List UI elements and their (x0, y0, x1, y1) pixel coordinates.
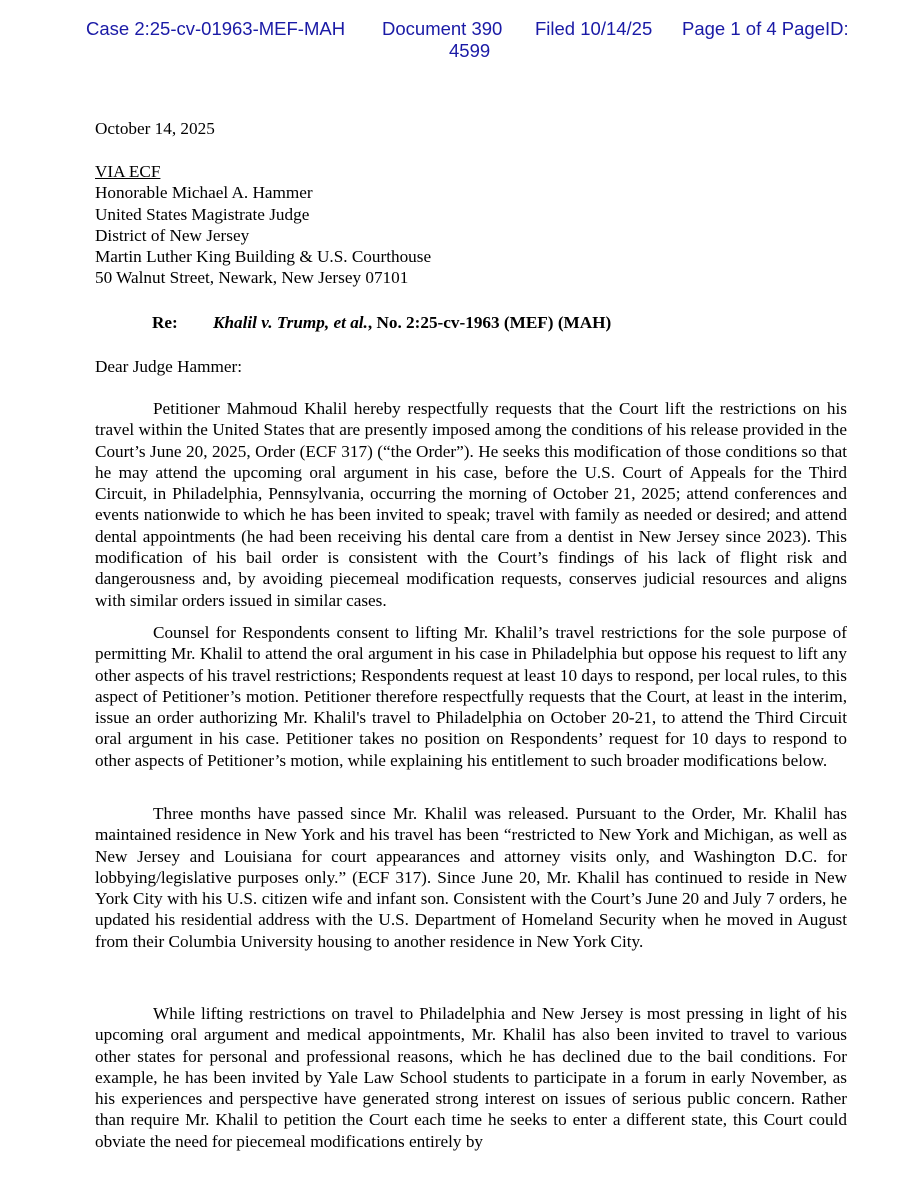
letter-date: October 14, 2025 (95, 119, 215, 138)
body-paragraph-3: Three months have passed since Mr. Khalil was released. Pursuant to the Order, Mr. Khalil has maintained residence in New York and his travel has been “restricted to New York and Michigan, as well as New Jersey and Louisiana for court appearances and attorney visits only, and Washington D.C. for lobbying/legislative purposes only.” (ECF 317). Since June 20, Mr. Khalil has continued to reside in New York City with his U.S. citizen wife and infant son. Consistent with the Court’s June 20 and July 7 orders, he updated his residential address with the U.S. Department of Homeland Security when he moved in August from their Columbia University housing to another residence in New York City. (95, 804, 847, 951)
address-line: Honorable Michael A. Hammer (95, 183, 313, 203)
address-line: 50 Walnut Street, Newark, New Jersey 07101 (95, 268, 409, 288)
header-filed-date: Filed 10/14/25 (535, 18, 653, 39)
header-case-number: Case 2:25-cv-01963-MEF-MAH (86, 18, 346, 39)
header-page-info: Page 1 of 4 PageID: (682, 18, 849, 39)
header-document-number: Document 390 (382, 18, 503, 39)
body-paragraph-4: While lifting restrictions on travel to Philadelphia and New Jersey is most pressing in light of his upcoming oral argument and medical appointments, Mr. Khalil has also been invited to travel to various other states for personal and professional reasons, which he has declined due to the bail conditions. For example, he has been invited by Yale Law School students to participate in a forum in early November, as his experiences and perspective have generated strong interest on issues of serious public concern. Rather than require Mr. Khalil to petition the Court each time he seeks to enter a different state, this Court could obviate the need for piecemeal modifications entirely by (95, 1004, 847, 1151)
re-case-name: Khalil v. Trump, et al. (213, 313, 368, 332)
address-block (95, 161, 847, 289)
re-label: Re: (152, 313, 178, 332)
re-line (213, 313, 611, 333)
header-page-id: 4599 (449, 40, 491, 61)
delivery-method: VIA ECF (95, 162, 161, 181)
salutation: Dear Judge Hammer: (95, 357, 242, 376)
address-line: District of New Jersey (95, 225, 250, 245)
body-paragraph-1: Petitioner Mahmoud Khalil hereby respectfully requests that the Court lift the restrictions on his travel within the United States that are presently imposed among the conditions of his release provided in the Court’s June 20, 2025, Order (ECF 317) (“the Order”). He seeks this modification of those conditions so that he may attend the upcoming oral argument in his case, before the U.S. Court of Appeals for the Third Circuit, in Philadelphia, Pennsylvania, occurring the morning of October 21, 2025; attend conferences and events nationwide to which he has been invited to speak; travel with family as needed or desired; and attend dental appointments (he had been receiving his dental care from a dentist in New Jersey since 2023). This modification of his bail order is consistent with the Court’s findings of his lack of flight risk and dangerousness and, by avoiding piecemeal modification requests, conserves judicial resources and aligns with similar orders issued in similar cases. (95, 399, 847, 610)
address-line: Martin Luther King Building & U.S. Courthouse (95, 247, 432, 267)
body-paragraph-2: Counsel for Respondents consent to lifting Mr. Khalil’s travel restrictions for the sole purpose of permitting Mr. Khalil to attend the oral argument in his case in Philadelphia but oppose his request to lift any other aspects of his travel restrictions; Respondents request at least 10 days to respond, per local rules, to this aspect of Petitioner’s motion. Petitioner therefore respectfully requests that the Court, at least in the interim, issue an order authorizing Mr. Khalil's travel to Philadelphia on October 20-21, to attend the Third Circuit oral argument in his case. Petitioner takes no position on Respondents’ request for 10 days to respond to other aspects of Petitioner’s motion, while explaining his entitlement to such broader modifications below. (95, 623, 847, 770)
address-line: United States Magistrate Judge (95, 204, 310, 224)
re-case-number: , No. 2:25-cv-1963 (MEF) (MAH) (367, 313, 612, 332)
